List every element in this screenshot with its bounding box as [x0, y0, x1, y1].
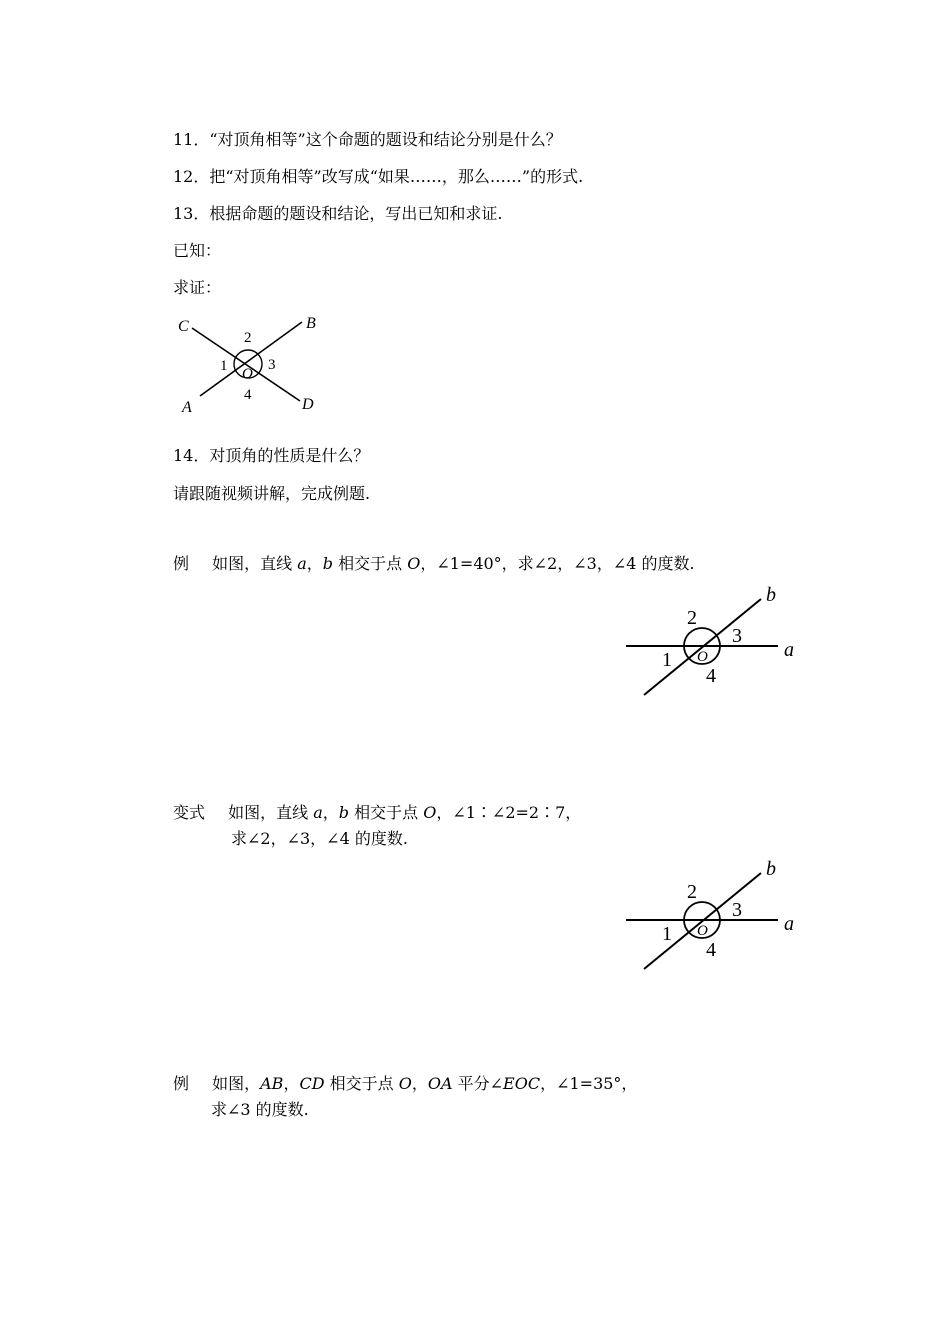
label-b: b	[766, 584, 776, 606]
example-2-line-1: 例 如图，AB，CD 相交于点 O，OA 平分∠EOC，∠1=35°，	[173, 1074, 638, 1093]
label-D: D	[302, 396, 314, 413]
figure-intersecting-lines-2	[620, 582, 820, 702]
angle-4: 4	[706, 939, 716, 961]
angle-3: 3	[732, 625, 742, 647]
question-13: 13．根据命题的题设和结论，写出已知和求证.	[173, 204, 503, 223]
prove-label: 求证：	[173, 278, 222, 297]
question-14: 14．对顶角的性质是什么？	[173, 446, 370, 465]
label-b: b	[766, 858, 776, 880]
angle-4: 4	[706, 665, 716, 687]
variant-line-1: 变式 如图，直线 a，b 相交于点 O，∠1∶∠2=2∶7，	[173, 803, 582, 822]
question-11: 11．“对顶角相等”这个命题的题设和结论分别是什么？	[173, 130, 562, 149]
label-C: C	[178, 318, 189, 335]
variant-line-2: 求∠2，∠3，∠4 的度数.	[231, 829, 408, 848]
label-A: A	[182, 399, 192, 416]
figure-intersecting-lines-1	[170, 308, 330, 418]
angle-1: 1	[662, 923, 672, 945]
question-12: 12．把“对顶角相等”改写成“如果……，那么……”的形式.	[173, 167, 584, 186]
label-O: O	[697, 923, 708, 939]
angle-1: 1	[662, 649, 672, 671]
example-1: 例 如图，直线 a，b 相交于点 O，∠1=40°，求∠2，∠3，∠4 的度数.	[173, 554, 695, 573]
angle-2: 2	[244, 330, 252, 346]
angle-4: 4	[244, 387, 252, 403]
given-label: 已知：	[173, 241, 222, 260]
angle-2: 2	[687, 881, 697, 903]
label-O: O	[242, 366, 253, 382]
angle-3: 3	[732, 899, 742, 921]
label-a: a	[784, 913, 794, 935]
video-note: 请跟随视频讲解，完成例题.	[173, 484, 371, 503]
label-B: B	[306, 315, 316, 332]
example-2-line-2: 求∠3 的度数.	[211, 1100, 309, 1119]
angle-2: 2	[687, 607, 697, 629]
figure-intersecting-lines-3	[620, 856, 820, 976]
label-O: O	[697, 649, 708, 665]
angle-3: 3	[268, 357, 276, 373]
angle-1: 1	[220, 358, 228, 374]
label-a: a	[784, 639, 794, 661]
